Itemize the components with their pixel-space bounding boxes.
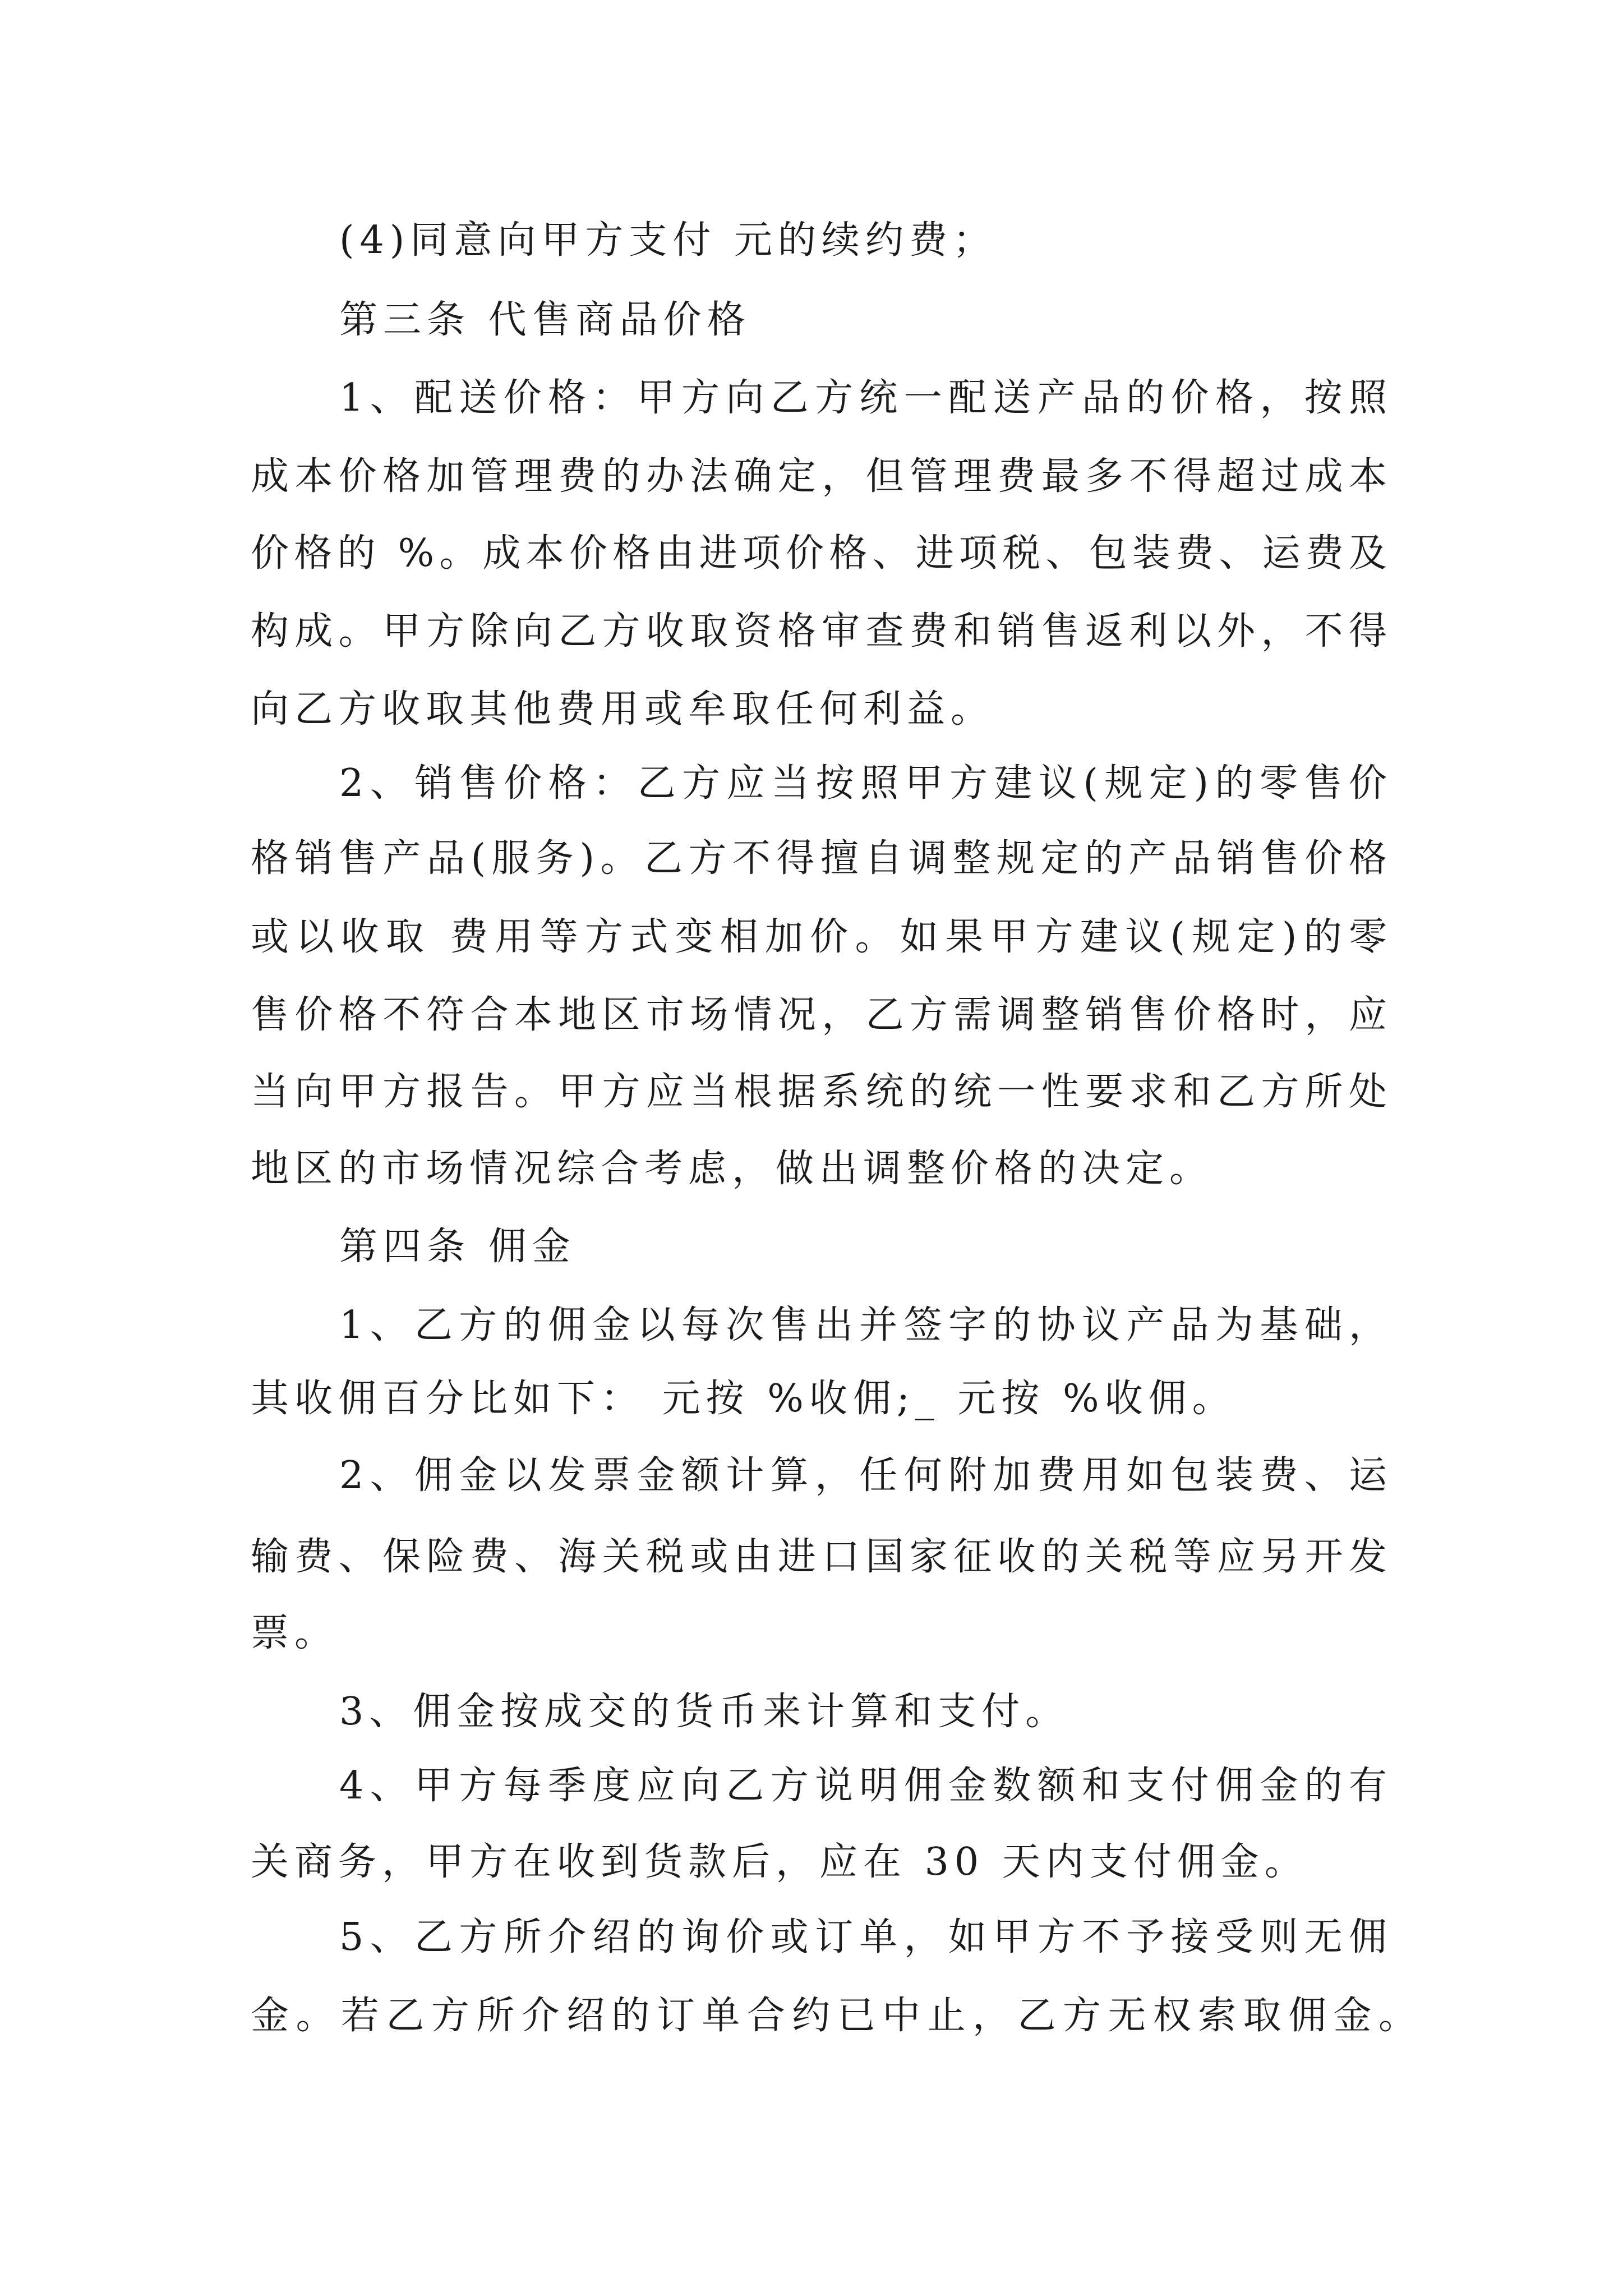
text-line: 价格的 %。成本价格由进项价格、进项税、包装费、运费及: [251, 531, 1387, 576]
text-line: 4、甲方每季度应向乙方说明佣金数额和支付佣金的有: [339, 1764, 1387, 1808]
text-line: 成本价格加管理费的办法确定，但管理费最多不得超过成本: [251, 454, 1387, 499]
text-line: 2、佣金以发票金额计算，任何附加费用如包装费、运: [339, 1453, 1387, 1498]
text-line: 向乙方收取其他费用或牟取任何利益。: [251, 687, 995, 731]
text-line: (4)同意向甲方支付 元的续约费；: [339, 218, 997, 263]
text-line: 票。: [251, 1611, 339, 1655]
text-line: 其收佣百分比如下： 元按 %收佣;_ 元按 %收佣。: [251, 1377, 1236, 1421]
text-line: 5、乙方所介绍的询价或订单，如甲方不予接受则无佣: [339, 1915, 1387, 1959]
text-line: 金。若乙方所介绍的订单合约已中止，乙方无权索取佣金。: [251, 1994, 1417, 2038]
text-line: 当向甲方报告。甲方应当根据系统的统一性要求和乙方所处: [251, 1070, 1387, 1114]
text-line: 1、配送价格：甲方向乙方统一配送产品的价格，按照: [339, 376, 1387, 420]
text-line: 售价格不符合本地区市场情况，乙方需调整销售价格时，应: [251, 993, 1387, 1037]
section-heading: 第四条 佣金: [339, 1225, 576, 1269]
text-line: 2、销售价格：乙方应当按照甲方建议(规定)的零售价: [339, 761, 1387, 806]
text-line: 地区的市场情况综合考虑，做出调整价格的决定。: [251, 1147, 1214, 1191]
text-line: 关商务，甲方在收到货款后，应在 30 天内支付佣金。: [251, 1840, 1308, 1884]
text-line: 或以收取 费用等方式变相加价。如果甲方建议(规定)的零: [251, 915, 1387, 959]
section-heading: 第三条 代售商品价格: [339, 298, 751, 342]
text-line: 3、佣金按成交的货币来计算和支付。: [339, 1690, 1069, 1734]
text-line: 1、乙方的佣金以每次售出并签字的协议产品为基础，: [339, 1303, 1387, 1347]
text-line: 格销售产品(服务)。乙方不得擅自调整规定的产品销售价格: [251, 836, 1387, 881]
text-line: 输费、保险费、海关税或由进口国家征收的关税等应另开发: [251, 1535, 1387, 1579]
text-line: 构成。甲方除向乙方收取资格审查费和销售返利以外，不得: [251, 609, 1387, 654]
